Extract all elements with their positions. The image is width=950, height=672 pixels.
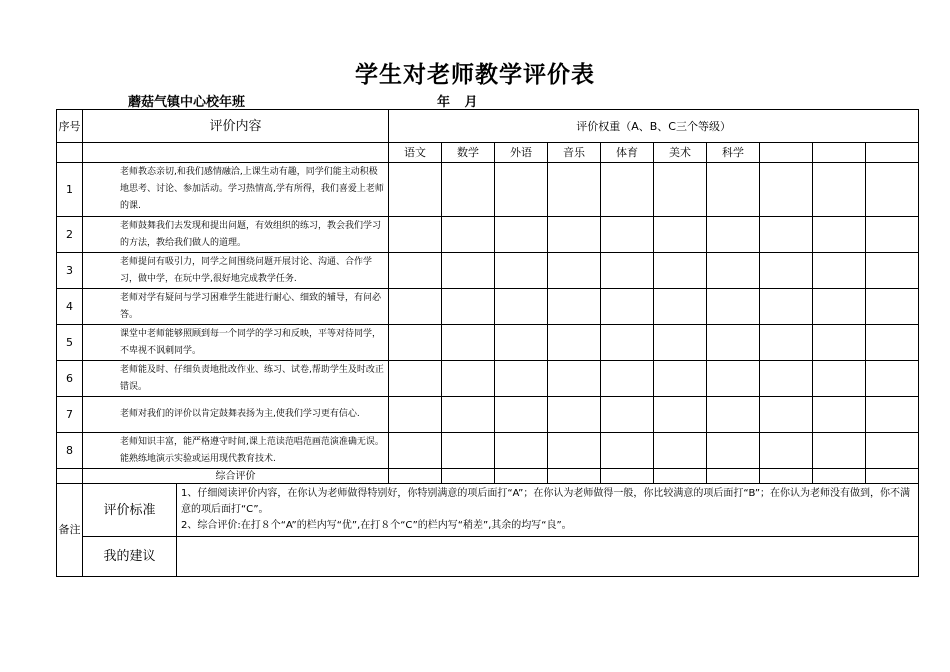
grade-cell[interactable] bbox=[389, 163, 442, 217]
grade-cell[interactable] bbox=[442, 361, 495, 397]
grade-cell[interactable] bbox=[495, 361, 548, 397]
grade-cell[interactable] bbox=[495, 253, 548, 289]
grade-cell[interactable] bbox=[548, 397, 601, 433]
item-number: 2 bbox=[57, 217, 83, 253]
grade-cell[interactable] bbox=[389, 289, 442, 325]
grade-cell[interactable] bbox=[760, 163, 813, 217]
grade-cell[interactable] bbox=[442, 217, 495, 253]
grade-cell[interactable] bbox=[548, 217, 601, 253]
remarks-label: 备注 bbox=[57, 484, 83, 577]
subject-header bbox=[760, 143, 813, 163]
grade-cell[interactable] bbox=[654, 289, 707, 325]
grade-cell[interactable] bbox=[866, 325, 919, 361]
grade-cell[interactable] bbox=[548, 289, 601, 325]
subject-header: 美术 bbox=[654, 143, 707, 163]
standard-text bbox=[177, 484, 919, 537]
grade-cell[interactable] bbox=[707, 397, 760, 433]
grade-cell[interactable] bbox=[707, 325, 760, 361]
grade-cell[interactable] bbox=[442, 433, 495, 469]
grade-cell[interactable] bbox=[813, 361, 866, 397]
subject-header: 音乐 bbox=[548, 143, 601, 163]
grade-cell[interactable] bbox=[654, 217, 707, 253]
grade-cell[interactable] bbox=[601, 253, 654, 289]
standard-line-1: 1、仔细阅读评价内容，在你认为老师做得特别好，你特别满意的项后面打“A”；在你认为老师做得一般，你比较满意的项后面打“B”；在你认为老师没有做到，你不满意的项后面打“C”。 bbox=[181, 488, 911, 515]
suggestion-field[interactable] bbox=[177, 537, 919, 577]
standard-label: 评价标准 bbox=[83, 484, 177, 537]
header-row bbox=[57, 110, 919, 143]
summary-grade-cell[interactable] bbox=[601, 469, 654, 484]
grade-cell[interactable] bbox=[760, 433, 813, 469]
summary-grade-cell[interactable] bbox=[654, 469, 707, 484]
summary-grade-cell[interactable] bbox=[813, 469, 866, 484]
item-number: 8 bbox=[57, 433, 83, 469]
grade-cell[interactable] bbox=[389, 217, 442, 253]
summary-grade-cell[interactable] bbox=[442, 469, 495, 484]
grade-cell[interactable] bbox=[707, 433, 760, 469]
item-number: 3 bbox=[57, 253, 83, 289]
grade-cell[interactable] bbox=[760, 217, 813, 253]
item-row bbox=[57, 433, 919, 469]
item-content: 老师知识丰富，能严格遵守时间,课上范读范唱范画范演准确无误。能熟练地演示实验或运用现代教育技术. bbox=[83, 433, 389, 469]
item-content: 课堂中老师能够照顾到每一个同学的学习和反映，平等对待同学，不卑视不讽刺同学。 bbox=[83, 325, 389, 361]
grade-cell[interactable] bbox=[442, 163, 495, 217]
subject-header bbox=[866, 143, 919, 163]
evaluation-table bbox=[56, 109, 919, 577]
grade-cell[interactable] bbox=[389, 325, 442, 361]
subject-header: 科学 bbox=[707, 143, 760, 163]
header-index: 序号 bbox=[57, 110, 83, 143]
remarks-suggestion-row bbox=[57, 537, 919, 577]
standard-line-2: 2、综合评价:在打８个“A”的栏内写“优”,在打８个“C”的栏内写“稍差”,其余的均写“良”。 bbox=[181, 520, 572, 531]
grade-cell[interactable] bbox=[707, 361, 760, 397]
grade-cell[interactable] bbox=[813, 217, 866, 253]
grade-cell[interactable] bbox=[654, 433, 707, 469]
grade-cell[interactable] bbox=[442, 289, 495, 325]
grade-cell[interactable] bbox=[760, 397, 813, 433]
grade-cell[interactable] bbox=[442, 397, 495, 433]
grade-cell[interactable] bbox=[495, 163, 548, 217]
grade-cell[interactable] bbox=[389, 253, 442, 289]
grade-cell[interactable] bbox=[760, 325, 813, 361]
header-content: 评价内容 bbox=[83, 110, 389, 143]
item-content: 老师提问有吸引力，同学之间围绕问题开展讨论、沟通、合作学习，做中学，在玩中学,很好地完成教学任务. bbox=[83, 253, 389, 289]
grade-cell[interactable] bbox=[813, 433, 866, 469]
item-row bbox=[57, 217, 919, 253]
grade-cell[interactable] bbox=[707, 163, 760, 217]
summary-row bbox=[57, 469, 919, 484]
grade-cell[interactable] bbox=[866, 163, 919, 217]
grade-cell[interactable] bbox=[654, 325, 707, 361]
subject-header: 数学 bbox=[442, 143, 495, 163]
grade-cell[interactable] bbox=[548, 361, 601, 397]
item-row bbox=[57, 253, 919, 289]
grade-cell[interactable] bbox=[601, 325, 654, 361]
summary-grade-cell[interactable] bbox=[389, 469, 442, 484]
summary-grade-cell[interactable] bbox=[760, 469, 813, 484]
item-number: 5 bbox=[57, 325, 83, 361]
grade-cell[interactable] bbox=[866, 361, 919, 397]
grade-cell[interactable] bbox=[654, 397, 707, 433]
grade-cell[interactable] bbox=[760, 253, 813, 289]
grade-cell[interactable] bbox=[495, 289, 548, 325]
item-content: 老师鼓舞我们去发现和提出问题，有效组织的练习，教会我们学习的方法，教给我们做人的道理。 bbox=[83, 217, 389, 253]
grade-cell[interactable] bbox=[813, 325, 866, 361]
grade-cell[interactable] bbox=[866, 253, 919, 289]
grade-cell[interactable] bbox=[495, 433, 548, 469]
item-row bbox=[57, 397, 919, 433]
page-title: 学生对老师教学评价表 bbox=[355, 62, 595, 88]
item-number: 1 bbox=[57, 163, 83, 217]
remarks-standard-row bbox=[57, 484, 919, 537]
subject-row bbox=[57, 143, 919, 163]
school-class-line: 蘑菇气镇中心校年班 bbox=[128, 95, 246, 110]
header-weight: 评价权重（A、B、C三个等级） bbox=[389, 110, 919, 143]
grade-cell[interactable] bbox=[389, 397, 442, 433]
item-number: 6 bbox=[57, 361, 83, 397]
item-row bbox=[57, 289, 919, 325]
grade-cell[interactable] bbox=[495, 397, 548, 433]
grade-cell[interactable] bbox=[442, 253, 495, 289]
grade-cell[interactable] bbox=[601, 397, 654, 433]
summary-grade-cell[interactable] bbox=[866, 469, 919, 484]
item-row bbox=[57, 325, 919, 361]
grade-cell[interactable] bbox=[866, 289, 919, 325]
grade-cell[interactable] bbox=[866, 397, 919, 433]
grade-cell[interactable] bbox=[866, 217, 919, 253]
summary-grade-cell[interactable] bbox=[548, 469, 601, 484]
grade-cell[interactable] bbox=[707, 217, 760, 253]
item-content: 老师能及时、仔细负责地批改作业、练习、试卷,帮助学生及时改正错误。 bbox=[83, 361, 389, 397]
item-number: 4 bbox=[57, 289, 83, 325]
grade-cell[interactable] bbox=[654, 253, 707, 289]
grade-cell[interactable] bbox=[601, 433, 654, 469]
grade-cell[interactable] bbox=[495, 325, 548, 361]
suggestion-label: 我的建议 bbox=[83, 537, 177, 577]
grade-cell[interactable] bbox=[601, 361, 654, 397]
grade-cell[interactable] bbox=[866, 433, 919, 469]
grade-cell[interactable] bbox=[548, 433, 601, 469]
grade-cell[interactable] bbox=[654, 361, 707, 397]
grade-cell[interactable] bbox=[442, 325, 495, 361]
subject-header bbox=[813, 143, 866, 163]
date-line: 年 月 bbox=[437, 95, 478, 110]
grade-cell[interactable] bbox=[654, 163, 707, 217]
grade-cell[interactable] bbox=[813, 163, 866, 217]
item-number: 7 bbox=[57, 397, 83, 433]
grade-cell[interactable] bbox=[813, 289, 866, 325]
grade-cell[interactable] bbox=[601, 163, 654, 217]
grade-cell[interactable] bbox=[389, 433, 442, 469]
item-row bbox=[57, 361, 919, 397]
item-content: 老师对我们的评价以肯定鼓舞表扬为主,使我们学习更有信心. bbox=[83, 397, 389, 433]
grade-cell[interactable] bbox=[760, 289, 813, 325]
summary-grade-cell[interactable] bbox=[707, 469, 760, 484]
grade-cell[interactable] bbox=[601, 289, 654, 325]
grade-cell[interactable] bbox=[548, 163, 601, 217]
grade-cell[interactable] bbox=[707, 253, 760, 289]
grade-cell[interactable] bbox=[495, 217, 548, 253]
subject-header: 外语 bbox=[495, 143, 548, 163]
subject-header: 体育 bbox=[601, 143, 654, 163]
grade-cell[interactable] bbox=[601, 217, 654, 253]
item-content: 老师对学有疑问与学习困难学生能进行耐心、细致的辅导，有问必答。 bbox=[83, 289, 389, 325]
grade-cell[interactable] bbox=[760, 361, 813, 397]
subject-header: 语文 bbox=[389, 143, 442, 163]
grade-cell[interactable] bbox=[548, 253, 601, 289]
grade-cell[interactable] bbox=[389, 361, 442, 397]
summary-label: 综合评价 bbox=[83, 469, 389, 484]
summary-grade-cell[interactable] bbox=[495, 469, 548, 484]
item-content: 老师教态亲切,和我们感情融洽,上课生动有趣，同学们能主动积极地思考、讨论、参加活动。学习热情高,学有所得，我们喜爱上老师的课. bbox=[83, 163, 389, 217]
grade-cell[interactable] bbox=[813, 253, 866, 289]
item-row bbox=[57, 163, 919, 217]
grade-cell[interactable] bbox=[707, 289, 760, 325]
grade-cell[interactable] bbox=[548, 325, 601, 361]
grade-cell[interactable] bbox=[813, 397, 866, 433]
